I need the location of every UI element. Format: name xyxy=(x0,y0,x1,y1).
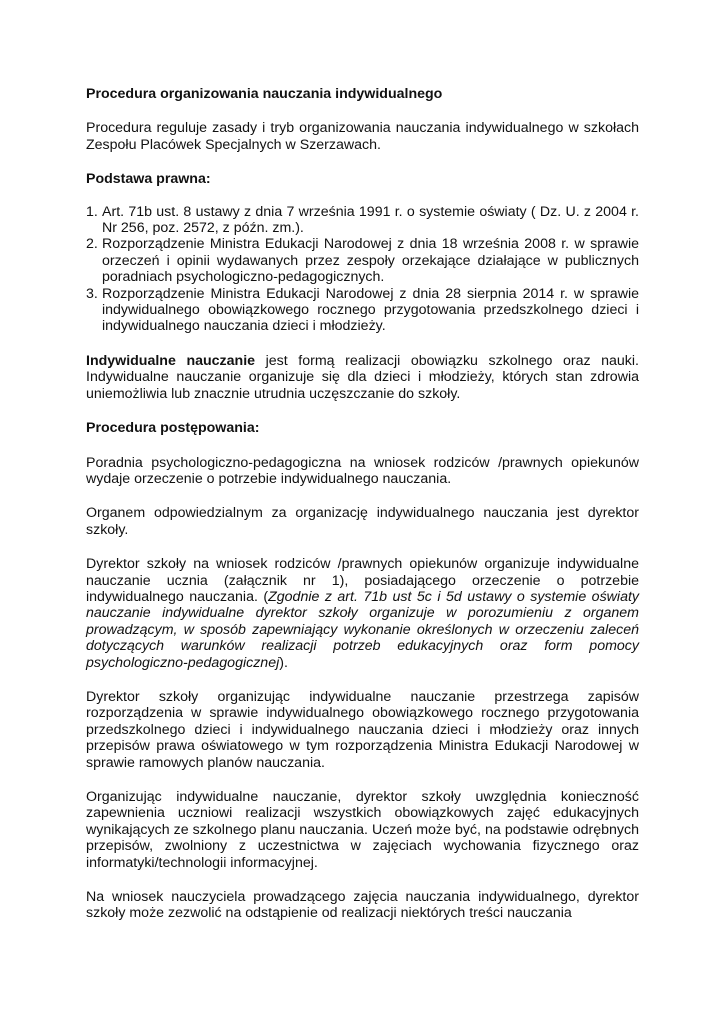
procedure-p3-end: ). xyxy=(279,654,288,671)
legal-basis-list xyxy=(86,204,639,335)
procedure-paragraph-4: Dyrektor szkoły organizując indywidualne nauczanie przestrzega zapisów rozporządzenia w sprawie indywidualnego obowiązkowego rocznego przygotowania przedszkolnego dzieci i indywidualnego nauczania dzieci i młodzieży oraz innych przepisów prawa oświatowego w tym rozporządzenia Ministra Edukacji Narodowej w sprawie ramowych planów nauczania. xyxy=(86,688,639,771)
list-number: 1. xyxy=(86,203,98,220)
list-item-text: Rozporządzenie Ministra Edukacji Narodowej z dnia 28 sierpnia 2014 r. w sprawie indywidualnego obowiązkowego rocznego przygotowania przedszkolnego dzieci i indywidualnego nauczania dzieci i młodzieży. xyxy=(102,285,639,335)
definition-text: jest formą realizacji obowiązku szkolnego oraz nauki. Indywidualne nauczanie organizuje się dla dzieci i młodzieży, których stan zdrowia uniemożliwia lub znacznie utrudnia uczęszczanie do szkoły. xyxy=(86,352,639,402)
list-item-text: Art. 71b ust. 8 ustawy z dnia 7 września 1991 r. o systemie oświaty ( Dz. U. z 2004 r. Nr 256, poz. 2572, z późn. zm.). xyxy=(102,203,639,237)
definition-term: Indywidualne nauczanie xyxy=(86,352,256,369)
document-page xyxy=(86,86,639,922)
legal-basis-item xyxy=(86,236,639,285)
procedure-p3-text: Dyrektor szkoły na wniosek rodziców /prawnych opiekunów organizuje indywidualne nauczanie ucznia (załącznik nr 1), posiadającego orzeczenie o potrzebie indywidualnego nauczania. ( xyxy=(86,556,639,605)
list-item-text: Rozporządzenie Ministra Edukacji Narodowej z dnia 18 września 2008 r. w sprawie orzeczeń i opinii wydawanych przez zespoły orzekające działające w publicznych poradniach psychologiczno-pedagogicznych. xyxy=(102,236,639,286)
legal-basis-item xyxy=(86,286,639,335)
legal-basis-item xyxy=(86,204,639,237)
procedure-paragraph-1: Poradnia psychologiczno-pedagogiczna na wniosek rodziców /prawnych opiekunów wydaje orzeczenie o potrzebie indywidualnego nauczania. xyxy=(86,454,639,487)
list-number: 2. xyxy=(86,236,98,253)
procedure-heading: Procedura postępowania: xyxy=(86,420,260,437)
procedure-paragraph-2: Organem odpowiedzialnym za organizację indywidualnego nauczania jest dyrektor szkoły. xyxy=(86,505,639,538)
legal-basis-heading: Podstawa prawna: xyxy=(86,171,211,188)
procedure-paragraph-5: Organizując indywidualne nauczanie, dyrektor szkoły uwzględnia konieczność zapewnienia uczniowi realizacji wszystkich obowiązkowych zajęć edukacyjnych wynikających ze szkolnego planu nauczania. Uczeń może być, na podstawie odrębnych przepisów, zwolniony z uczestnictwa w zajęciach wychowania fizycznego oraz informatyki/technologii informacyjnej. xyxy=(86,789,639,871)
list-number: 3. xyxy=(86,285,98,302)
definition-paragraph xyxy=(86,353,639,402)
document-title: Procedura organizowania nauczania indywidualnego xyxy=(86,86,443,102)
intro-paragraph: Procedura reguluje zasady i tryb organizowania nauczania indywidualnego w szkołach Zespołu Placówek Specjalnych w Szerzawach. xyxy=(86,120,639,153)
procedure-paragraph-6: Na wniosek nauczyciela prowadzącego zajęcia nauczania indywidualnego, dyrektor szkoły może zezwolić na odstąpienie od realizacji niektórych treści nauczania xyxy=(86,889,639,922)
procedure-paragraph-3 xyxy=(86,556,639,671)
procedure-p3-citation: Zgodnie z art. 71b ust 5c i 5d ustawy o systemie oświaty nauczanie indywidualne dyrektor szkoły organizuje w porozumieniu z organem prowadzącym, w sposób zapewniający wykonanie określonych w orzeczeniu zaleceń dotyczących warunków realizacji potrzeb edukacyjnych oraz form pomocy psychologiczno-pedagogicznej xyxy=(86,588,639,671)
